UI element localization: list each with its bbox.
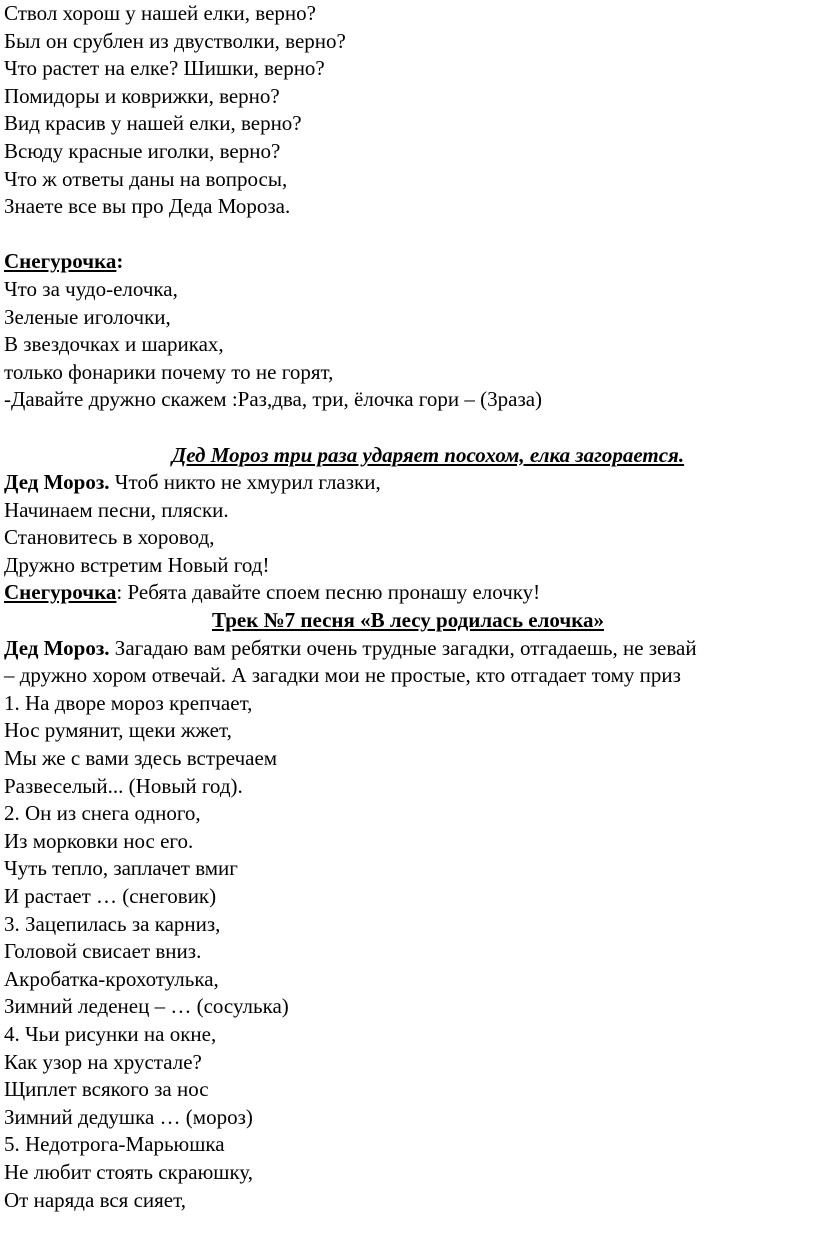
speech-line: Что за чудо-елочка, xyxy=(4,276,178,301)
speaker-colon: : xyxy=(116,249,124,274)
verse-stanza xyxy=(4,0,812,221)
speaker-name: Дед Мороз. xyxy=(4,635,110,660)
track-heading: Трек №7 песня «В лесу родилась елочка» xyxy=(212,608,604,633)
riddle-line: Не любит стоять скраюшку, xyxy=(4,1159,253,1184)
riddle-line: Щиплет всякого за нос xyxy=(4,1077,209,1102)
snegurochka-speech-1 xyxy=(4,248,812,414)
speech-text: Загадаю вам ребятки очень трудные загадки, отгадаешь, не зевай xyxy=(109,635,697,660)
blank-line xyxy=(4,221,812,249)
verse-line: Помидоры и коврижки, верно? xyxy=(4,83,280,108)
speaker-name: Снегурочка xyxy=(4,249,117,274)
riddle-line: 3. Зацепилась за карниз, xyxy=(4,911,221,936)
riddle-line: 5. Недотрога-Марьюшка xyxy=(4,1132,225,1157)
speech-line xyxy=(4,635,812,663)
speech-line: В звездочках и шариках, xyxy=(4,332,224,357)
speech-line: – дружно хором отвечай. А загадки мои не простые, кто отгадает тому приз xyxy=(4,663,681,688)
verse-line: Был он срублен из двустволки, верно? xyxy=(4,28,346,53)
riddle-line: От наряда вся сияет, xyxy=(4,1187,186,1212)
ded-moroz-speech-2 xyxy=(4,635,812,690)
speech-line: Дружно встретим Новый год! xyxy=(4,552,270,577)
speaker-name: Снегурочка xyxy=(4,580,117,605)
verse-line: Всюду красные иголки, верно? xyxy=(4,138,281,163)
riddle-line: 1. На дворе мороз крепчает, xyxy=(4,690,253,715)
speech-line: Зеленые иголочки, xyxy=(4,304,171,329)
speech-line: Становитесь в хоровод, xyxy=(4,525,215,550)
riddle-line: Чуть тепло, заплачет вмиг xyxy=(4,856,238,881)
verse-line: Что ж ответы даны на вопросы, xyxy=(4,166,288,191)
riddle-line: 4. Чьи рисунки на окне, xyxy=(4,1021,217,1046)
verse-line: Ствол хорош у нашей елки, верно? xyxy=(4,1,316,25)
riddle-line: Нос румянит, щеки жжет, xyxy=(4,718,232,743)
speech-line: только фонарики почему то не горят, xyxy=(4,359,334,384)
speaker-name: Дед Мороз. xyxy=(4,470,110,495)
riddles-list xyxy=(4,690,812,1214)
speech-line: Начинаем песни, пляски. xyxy=(4,497,229,522)
riddle-line: Мы же с вами здесь встречаем xyxy=(4,746,278,771)
speech-line: -Давайте дружно скажем :Раз,два, три, ёлочка гори – (3раза) xyxy=(4,387,543,412)
riddle-line: Из морковки нос его. xyxy=(4,828,194,853)
snegurochka-speech-2 xyxy=(4,579,812,607)
ded-moroz-speech-1 xyxy=(4,469,812,579)
riddle-line: Как узор на хрустале? xyxy=(4,1049,202,1074)
riddle-line: Головой свисает вниз. xyxy=(4,939,202,964)
riddle-line: Развеселый... (Новый год). xyxy=(4,773,243,798)
blank-line xyxy=(4,414,812,442)
speech-text: Чтоб никто не хмурил глазки, xyxy=(109,470,381,495)
speech-text: : Ребята давайте споем песню пронашу елочку! xyxy=(116,580,541,605)
verse-line: Вид красив у нашей елки, верно? xyxy=(4,111,302,136)
riddle-line: Акробатка-крохотулька, xyxy=(4,966,219,991)
verse-line: Знаете все вы про Деда Мороза. xyxy=(4,194,291,219)
riddle-line: 2. Он из снега одного, xyxy=(4,801,201,826)
verse-line: Что растет на елке? Шишки, верно? xyxy=(4,56,325,81)
stage-direction: Дед Мороз три раза ударяет посохом, елка загорается. xyxy=(171,442,685,467)
speech-line xyxy=(4,469,812,497)
speaker-heading xyxy=(4,248,812,276)
riddle-line: Зимний леденец – … (сосулька) xyxy=(4,994,289,1019)
riddle-line: И растает … (снеговик) xyxy=(4,884,217,908)
riddle-line: Зимний дедушка … (мороз) xyxy=(4,1104,253,1129)
